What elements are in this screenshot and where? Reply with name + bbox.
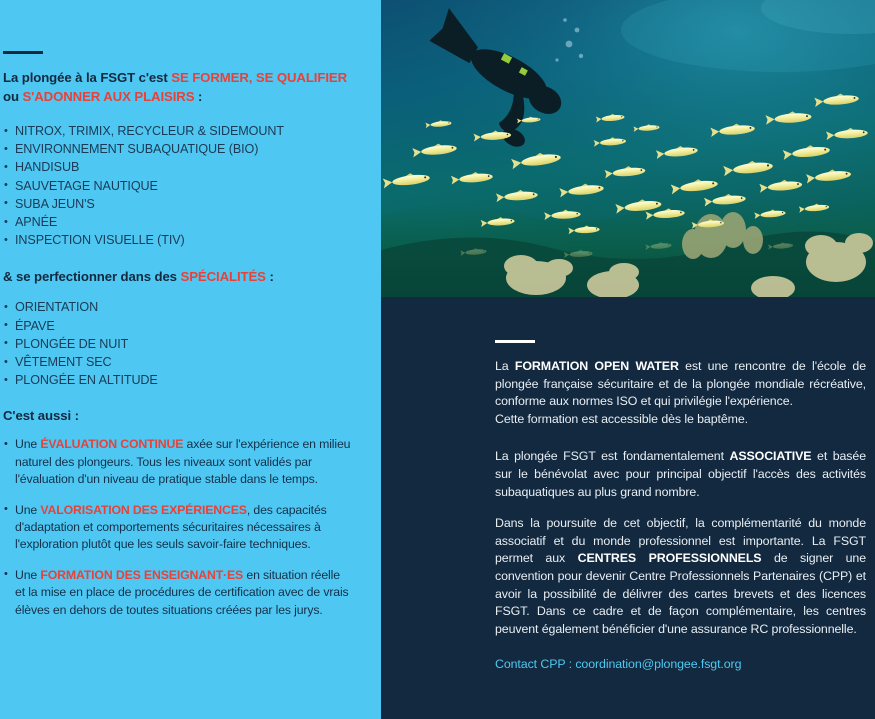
- also-item-accent: FORMATION DES ENSEIGNANT·ES: [40, 567, 244, 582]
- headline-accent-2: S'ADONNER AUX PLAISIRS: [22, 89, 195, 104]
- left-rule-divider: [3, 51, 43, 54]
- underwater-photo-illustration: [381, 0, 875, 297]
- also-item-accent: ÉVALUATION CONTINUE: [40, 437, 184, 452]
- list-item: [3, 502, 353, 554]
- activities-list: [3, 122, 353, 249]
- also-item-tail: , des capacités d'adaptation et comportements sécuritaires nécessaires à l'exploration plutôt que les seuls savoir-faire techniques.: [15, 502, 327, 552]
- specialities-heading-accent: SPÉCIALITÉS: [180, 269, 266, 285]
- specialities-heading-lead: & se perfectionner dans des: [3, 269, 181, 285]
- left-headline: [3, 68, 353, 106]
- para2-lead: La plongée FSGT est fondamentalement: [495, 449, 730, 464]
- headline-tail: :: [194, 89, 203, 104]
- list-item: • PLONGÉE DE NUIT: [3, 335, 353, 353]
- right-dark-panel: [381, 297, 875, 719]
- para3-tail: de signer une convention pour devenir Centre Professionnels Partenaires (CPP) et avoir la possibilité de délivrer des cartes brevets et des licences FSGT. Dans ce cadre et de façon complémentaire, les centres peuvent également bénéficier d'une assurance RC professionnelle.: [495, 551, 866, 636]
- also-list: [3, 436, 353, 619]
- specialities-list: [3, 298, 353, 389]
- para1-second-line: Cette formation est accessible dès le baptême.: [495, 411, 748, 426]
- list-item: • HANDISUB: [3, 158, 353, 176]
- list-item: • ENVIRONNEMENT SUBAQUATIQUE (BIO): [3, 140, 353, 158]
- also-item-accent: VALORISATION DES EXPÉRIENCES: [40, 502, 247, 517]
- list-item: • VÊTEMENT SEC: [3, 353, 353, 371]
- also-heading: C'est aussi :: [3, 408, 79, 424]
- paragraph-open-water: [495, 358, 866, 428]
- list-item: • SAUVETAGE NAUTIQUE: [3, 177, 353, 195]
- list-item: • SUBA JEUN'S: [3, 195, 353, 213]
- list-item: [3, 567, 353, 619]
- paragraph-associative: [495, 448, 866, 501]
- also-item-lead: Une: [15, 437, 41, 452]
- para3-lead: Dans la poursuite de cet objectif, la complémentarité du monde associatif et du monde professionnel est importante. La FSGT permet aux: [495, 516, 866, 566]
- right-rule-divider: [495, 340, 535, 343]
- list-item: • PLONGÉE EN ALTITUDE: [3, 371, 353, 389]
- also-item-tail: en situation réelle et la mise en place de procédures de certification avec de vrais élèves en dehors de toutes situations créées par les jurys.: [15, 567, 349, 617]
- also-item-lead: Une: [15, 502, 41, 517]
- contact-line[interactable]: Contact CPP : coordination@plongee.fsgt.org: [495, 657, 742, 672]
- specialities-heading: [3, 267, 353, 286]
- underwater-photo: [381, 0, 875, 297]
- list-item: • NITROX, TRIMIX, RECYCLEUR & SIDEMOUNT: [3, 122, 353, 140]
- headline-middle: ou: [3, 89, 23, 104]
- headline-lead: La plongée à la FSGT c'est: [3, 70, 172, 85]
- also-item-tail: axée sur l'expérience en milieu naturel des plongeurs. Tous les niveaux sont validés par l'évaluation d'un niveau de pratique stable dans le temps.: [15, 437, 351, 487]
- paragraph-centres-pro: [495, 515, 866, 638]
- para2-tail: et basée sur le bénévolat avec pour principal objectif l'accès des activités subaquatiques au plus grand nombre.: [495, 449, 866, 499]
- left-cyan-panel: [0, 0, 381, 719]
- para2-bold: ASSOCIATIVE: [729, 449, 812, 464]
- right-panel-content: [495, 358, 866, 674]
- para3-bold: CENTRES PROFESSIONNELS: [577, 551, 762, 566]
- list-item: • APNÉE: [3, 213, 353, 231]
- specialities-heading-tail: :: [265, 269, 274, 285]
- para1-bold: FORMATION OPEN WATER: [514, 359, 679, 373]
- list-item: [3, 436, 353, 488]
- also-item-lead: Une: [15, 567, 41, 582]
- para1-lead: La: [495, 359, 515, 373]
- left-panel-content: [3, 68, 353, 619]
- list-item: • INSPECTION VISUELLE (TIV): [3, 231, 353, 249]
- list-item: • ORIENTATION: [3, 298, 353, 316]
- headline-accent-1: SE FORMER, SE QUALIFIER: [171, 70, 348, 85]
- list-item: • ÉPAVE: [3, 317, 353, 335]
- para1-tail: est une rencontre de l'école de plongée française sécuritaire et de la plongée mondiale récréative, conforme aux normes ISO et qui privilégie l'expérience.: [495, 359, 866, 409]
